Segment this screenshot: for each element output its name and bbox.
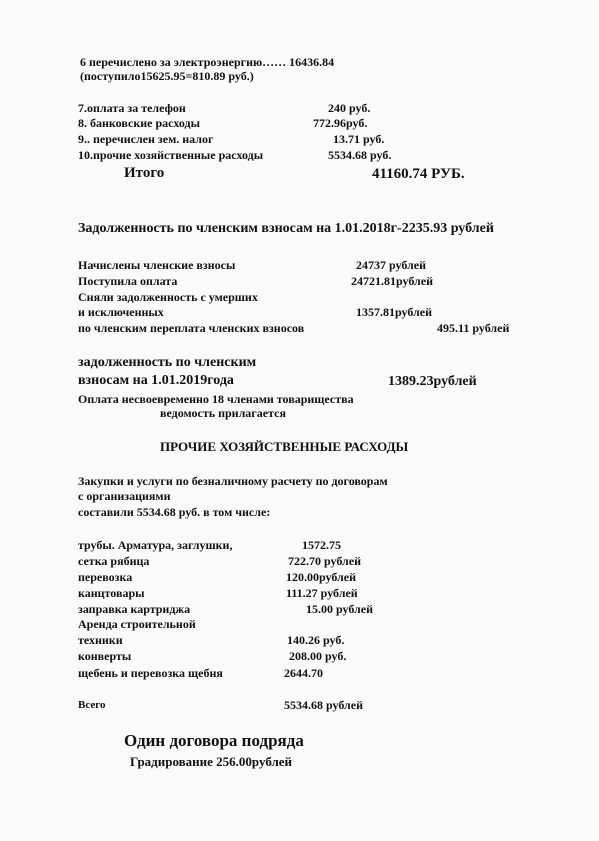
item-value-stationery: 111.27 рублей [286,586,358,600]
debt-label-1: задолженность по членским [78,355,257,370]
other-expenses-title: ПРОЧИЕ ХОЗЯЙСТВЕННЫЕ РАСХОДЫ [160,439,409,454]
intro-line-1: Закупки и услуги по безналичному расчету по договорам [78,474,388,488]
item-value-envelopes: 208.00 руб. [289,649,347,663]
item-label-gravel: щебень и перевозка щебня [78,666,223,680]
item-value-cartridge: 15.00 рублей [306,602,374,616]
item-value-gravel: 2644.70 [284,666,323,680]
paid-value: 24721.81рублей [351,274,434,288]
item-label-transport: перевозка [78,570,133,584]
membership-heading-unit: рублей [450,221,494,236]
total-value: 41160.74 РУБ. [372,166,465,182]
accrued-value: 24737 рублей [356,258,427,272]
item-label-machinery: техники [78,633,123,647]
statement-note: ведомость прилагается [160,406,286,420]
received-line: (поступило15625.95=810.89 руб.) [80,69,254,83]
expense-label-bank: 8. банковские расходы [78,116,200,130]
contract-title: Один договора подряда [124,731,304,750]
intro-line-2: с организациями [78,489,171,503]
intro-line-3: составили 5534.68 руб. в том числе: [78,505,271,519]
overpay-label: по членским переплата членских взносов [78,321,305,335]
item-value-mesh: 722.70 рублей [288,554,362,568]
late-payment-note: Оплата несвоевременно 18 членами товарищества [78,392,354,406]
membership-heading-main: Задолженность по членским взносам на 1.01.2018г-2235.93 [78,221,448,236]
item-value-pipes: 1572.75 [302,538,341,552]
expense-value-other: 5534.68 руб. [328,148,392,162]
item-label-envelopes: конверты [78,649,132,663]
grand-total-label: Всего [78,699,106,711]
paid-label: Поступила оплата [78,274,178,288]
membership-heading [78,221,494,237]
expense-value-land-tax: 13.71 руб. [333,132,385,146]
accrued-label: Начислены членские взносы [78,258,236,272]
item-value-transport: 120.00рублей [286,570,357,584]
debt-value: 1389.23рублей [388,374,477,389]
expense-value-phone: 240 руб. [328,101,371,115]
expense-label-land-tax: 9.. перечислен зем. налог [78,132,214,146]
item-label-cartridge: заправка картриджа [78,602,191,616]
electricity-line: 6 перечислено за электроэнергию…… 16436.84 [80,55,335,69]
debt-label-2: взносам на 1.01.2019года [78,373,234,388]
expense-label-other: 10.прочие хозяйственные расходы [78,148,264,162]
grand-total-value: 5534.68 рублей [284,698,364,712]
expense-value-bank: 772.96руб. [313,116,368,130]
overpay-value: 495.11 рублей [437,321,510,335]
item-label-mesh: сетка рябица [78,554,150,568]
written-off-label-1: Сняли задолженность с умерших [78,290,258,304]
item-label-pipes: трубы. Арматура, заглушки, [78,538,233,552]
total-label: Итого [124,165,165,181]
item-value-machinery: 140.26 руб. [287,633,345,647]
grading-line: Градирование 256.00рублей [130,754,293,769]
item-label-rental: Аренда строительной [78,617,196,631]
written-off-label-2: и исключенных [78,305,164,319]
expense-label-phone: 7.оплата за телефон [78,101,186,115]
written-off-value: 1357.81рублей [356,305,433,319]
item-label-stationery: канцтовары [78,586,145,600]
